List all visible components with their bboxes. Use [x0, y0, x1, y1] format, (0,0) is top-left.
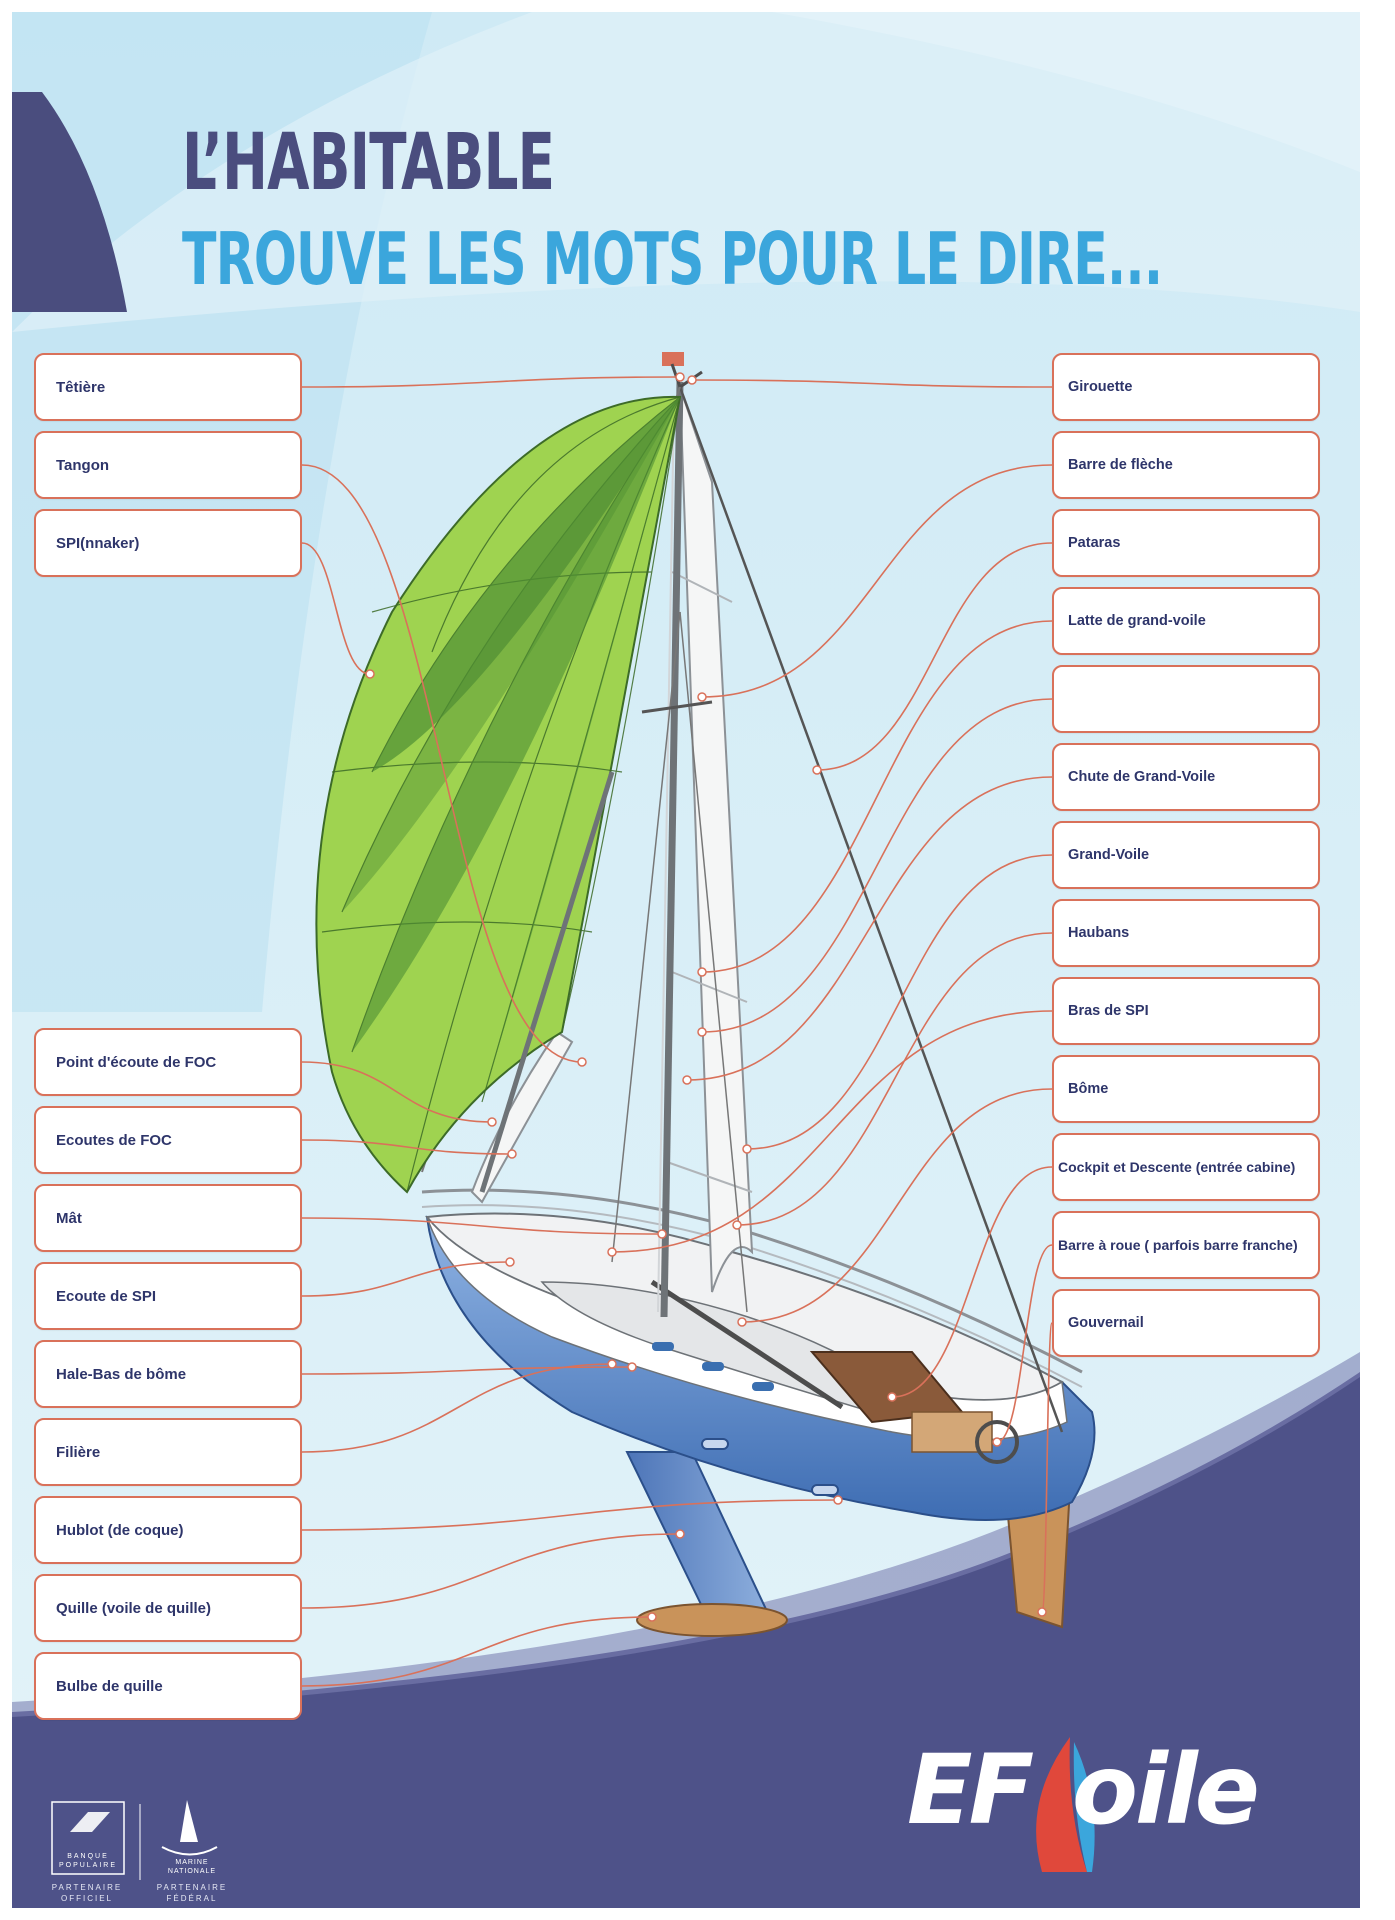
label-text: Point d'écoute de FOC [56, 1053, 217, 1071]
label-text: Ecoute de SPI [56, 1287, 157, 1305]
label-grand-voile[interactable] [1052, 821, 1320, 889]
label-hublot[interactable] [34, 1496, 302, 1564]
label-barre-roue[interactable] [1052, 1211, 1320, 1279]
label-text: Chute de Grand-Voile [1068, 769, 1216, 785]
label-text: Barre de flèche [1068, 457, 1173, 473]
ef-voile-logo-text: oile [1072, 1734, 1257, 1846]
label-haubans[interactable] [1052, 899, 1320, 967]
partner-2-caption: PARTENAIRE FÉDÉRAL [156, 1883, 228, 1903]
label-text: Tangon [56, 456, 110, 474]
label-spi[interactable] [34, 509, 302, 577]
label-text: Barre à roue ( parfois barre franche) [1058, 1237, 1298, 1253]
poster-title: L’HABITABLE [182, 118, 555, 208]
label-text: Bôme [1068, 1081, 1109, 1097]
label-text: Bulbe de quille [56, 1677, 163, 1695]
label-text: Ecoutes de FOC [56, 1131, 172, 1149]
label-ecoute-spi[interactable] [34, 1262, 302, 1330]
label-ecoutes-foc[interactable] [34, 1106, 302, 1174]
label-text: Quille (voile de quille) [56, 1599, 212, 1617]
label-latte[interactable] [1052, 587, 1320, 655]
label-text: Hale-Bas de bôme [56, 1365, 187, 1383]
poster [12, 12, 1360, 1908]
label-text: Gouvernail [1068, 1315, 1144, 1331]
label-text: Têtière [56, 378, 106, 396]
label-quille[interactable] [34, 1574, 302, 1642]
label-blank[interactable] [1052, 665, 1320, 733]
partner-1-caption: PARTENAIRE OFFICIEL [51, 1883, 123, 1903]
label-text: Pataras [1068, 535, 1121, 551]
ef-voile-logo-ef: EF [907, 1734, 1031, 1846]
label-text: Grand-Voile [1068, 847, 1150, 863]
label-barre-fleche[interactable] [1052, 431, 1320, 499]
label-text: Hublot (de coque) [56, 1521, 184, 1539]
partner-2-name: MARINE NATIONALE [167, 1859, 217, 1875]
label-bulbe[interactable] [34, 1652, 302, 1720]
label-gouvernail[interactable] [1052, 1289, 1320, 1357]
label-text: Cockpit et Descente (entrée cabine) [1058, 1159, 1296, 1175]
label-cockpit[interactable] [1052, 1133, 1320, 1201]
label-text: Filière [56, 1443, 101, 1461]
partner-1-name: BANQUE POPULAIRE [58, 1853, 118, 1869]
label-hale-bas[interactable] [34, 1340, 302, 1408]
label-tetiere[interactable] [34, 353, 302, 421]
label-chute[interactable] [1052, 743, 1320, 811]
label-tangon[interactable] [34, 431, 302, 499]
poster-subtitle: TROUVE LES MOTS POUR LE DIRE... [182, 217, 1163, 301]
label-text: Bras de SPI [1068, 1003, 1149, 1019]
label-text: Latte de grand-voile [1068, 613, 1206, 629]
label-filiere[interactable] [34, 1418, 302, 1486]
label-point-ecoute-foc[interactable] [34, 1028, 302, 1096]
label-mat[interactable] [34, 1184, 302, 1252]
label-text: SPI(nnaker) [56, 534, 140, 552]
label-girouette[interactable] [1052, 353, 1320, 421]
label-bras-spi[interactable] [1052, 977, 1320, 1045]
label-text: Haubans [1068, 925, 1130, 941]
label-text: Mât [56, 1209, 82, 1227]
label-bome[interactable] [1052, 1055, 1320, 1123]
label-text: Girouette [1068, 379, 1133, 395]
label-pataras[interactable] [1052, 509, 1320, 577]
